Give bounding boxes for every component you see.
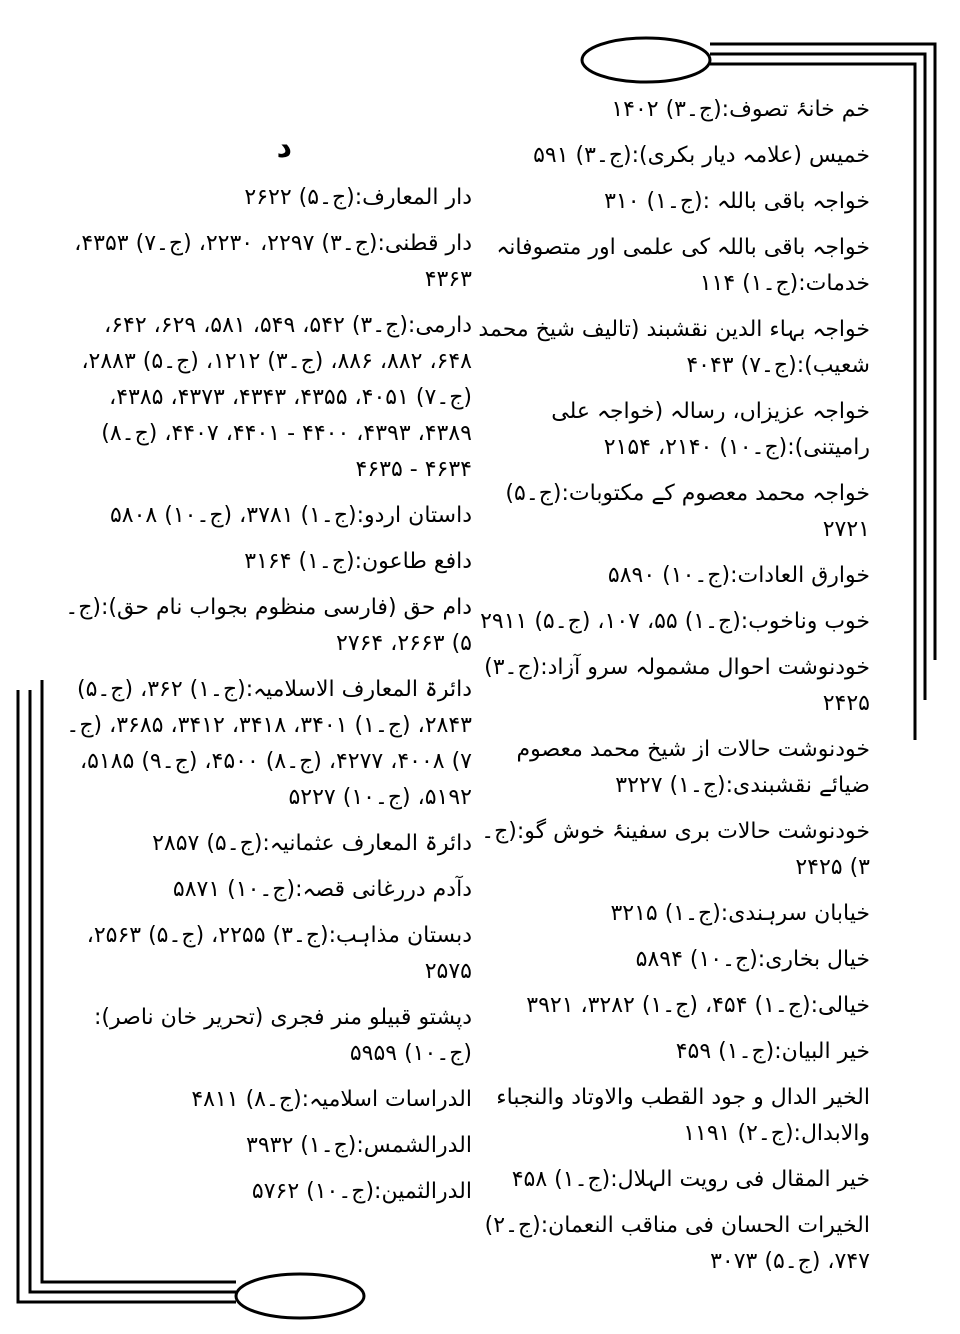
index-entry: الخیرات الحسان فی مناقب النعمان:(ج۔۲) ۷۴۷، (ج۔۵) ۳۰۷۳ (484, 1213, 870, 1274)
index-entry: دافع طاعون:(ج۔۱) ۳۱۶۴ (244, 549, 472, 574)
index-entry: خیابان سرہندی:(ج۔۱) ۳۲۱۵ (610, 901, 870, 926)
index-entry: دپشتو قبیلو منر فجری (تحریر خان ناصر):(ج۔۱۰) ۵۹۵۹ (94, 1005, 472, 1066)
index-entry: داستان اردو:(ج۔۱) ۳۷۸۱، (ج۔۱۰) ۵۸۰۸ (109, 503, 472, 528)
index-entry: دار قطنی:(ج۔۳) ۲۲۹۷، ۲۲۳۰، (ج۔۷) ۴۳۵۳، ۴۳۶۳ (74, 231, 472, 292)
index-entry: خواجہ باقی باللہ کی علمی اور متصوفانہ خدمات:(ج۔۱) ۱۱۴ (496, 235, 870, 296)
index-entry: دار المعارف:(ج۔۵) ۲۶۲۲ (244, 185, 472, 210)
index-entry: دائرۃ المعارف الاسلامیہ:(ج۔۱) ۳۶۲، (ج۔۵) ۲۸۴۳، (ج۔۱) ۳۴۰۱، ۳۴۱۸، ۳۴۱۲، ۳۶۸۵، (ج۔۷) ۴۰۰۸، ۴۲۷۷، (ج۔۸) ۴۵۰۰، (ج۔۹) ۵۱۸۵، ۵۱۹۲، (ج۔۱۰) ۵۲۲۷ (66, 677, 472, 810)
section-letter: د (276, 130, 292, 165)
index-entry: دارمی:(ج۔۳) ۵۴۲، ۵۴۹، ۵۸۱، ۶۲۹، ۶۴۲، ۶۴۸، ۸۸۲، ۸۸۶، (ج۔۳) ۱۲۱۲، (ج۔۵) ۲۸۸۳، (ج۔۷) ۴۰۵۱، ۴۳۵۵، ۴۳۴۳، ۴۳۷۳، ۴۳۸۵، ۴۳۸۹، ۴۳۹۳، ۴۴۰۰ - ۴۴۰۱، ۴۴۰۷، (ج۔۸) ۴۶۳۴ - ۴۶۳۵ (81, 313, 472, 482)
index-entry: خواجہ باقی باللہ :(ج۔۱) ۳۱۰ (604, 189, 870, 214)
index-entry: الدرالشمس:(ج۔۱) ۳۹۳۲ (246, 1133, 472, 1158)
index-entry: خیال بخاری:(ج۔۱۰) ۵۸۹۴ (635, 947, 870, 972)
index-entry: خودنوشت حالات از شیخ محمد معصوم ضیائے نقشبندی:(ج۔۱) ۳۲۲۷ (516, 737, 870, 798)
index-entry: خوب وناخوب:(ج۔۱) ۵۵، ۱۰۷، (ج۔۵) ۲۹۱۱ (480, 609, 870, 634)
index-entry: دائرۃ المعارف عثمانیہ:(ج۔۵) ۲۸۵۷ (152, 831, 472, 856)
index-entry: خواجہ بہاء الدین نقشبند (تالیف شیخ محمد شعیب):(ج۔۷) ۴۰۴۳ (478, 317, 870, 378)
index-entry: خمیس (علامہ دیار بکری):(ج۔۳) ۵۹۱ (533, 143, 870, 168)
right-column (470, 92, 870, 1290)
left-column (64, 130, 472, 1220)
bottom-oval-cartouche (236, 1274, 364, 1318)
index-entry: خیر البیان:(ج۔۱) ۴۵۹ (675, 1039, 870, 1064)
index-entry: خوارق العادات:(ج۔۱۰) ۵۸۹۰ (607, 563, 870, 588)
index-entry: خودنوشت حالات بری سفینۂ خوش گو:(ج۔۳) ۲۴۲۵ (481, 819, 870, 880)
index-entry: خم خانۂ تصوف:(ج۔۳) ۱۴۰۲ (611, 97, 870, 122)
index-entry: دآدم دررغانی قصہ:(ج۔۱۰) ۵۸۷۱ (172, 877, 472, 902)
index-entry: خواجہ عزیزاں، رسالہ (خواجہ علی رامیتنی):(ج۔۱۰) ۲۱۴۰، ۲۱۵۴ (551, 399, 870, 460)
index-entry: خیالی:(ج۔۱) ۴۵۴، (ج۔۱) ۳۲۸۲، ۳۹۲۱ (526, 993, 870, 1018)
index-entry: خواجہ محمد معصوم کے مکتوبات:(ج۔۵) ۲۷۲۱ (505, 481, 870, 542)
index-entry: الدرالثمین:(ج۔۱۰) ۵۷۶۲ (251, 1179, 472, 1204)
top-oval-cartouche (582, 38, 710, 82)
index-entry: الخیر الدال و جود القطب والاوتاد والنجباء والابدال:(ج۔۲) ۱۱۹۱ (496, 1085, 870, 1146)
index-entry: الدراسات اسلامیہ:(ج۔۸) ۴۸۱۱ (191, 1087, 472, 1112)
index-entry: دام حق (فارسی منظوم بجواب نام حق):(ج۔۵) ۲۶۶۳، ۲۷۶۴ (65, 595, 472, 656)
index-entry: خیر المقال فی رویت الہلال:(ج۔۱) ۴۵۸ (511, 1167, 870, 1192)
index-entry: دبستان مذاہب:(ج۔۳) ۲۲۵۵، (ج۔۵) ۲۵۶۳، ۲۵۷۵ (86, 923, 472, 984)
index-entry: خودنوشت احوال مشمولہ سرو آزاد:(ج۔۳) ۲۴۲۵ (484, 655, 870, 716)
